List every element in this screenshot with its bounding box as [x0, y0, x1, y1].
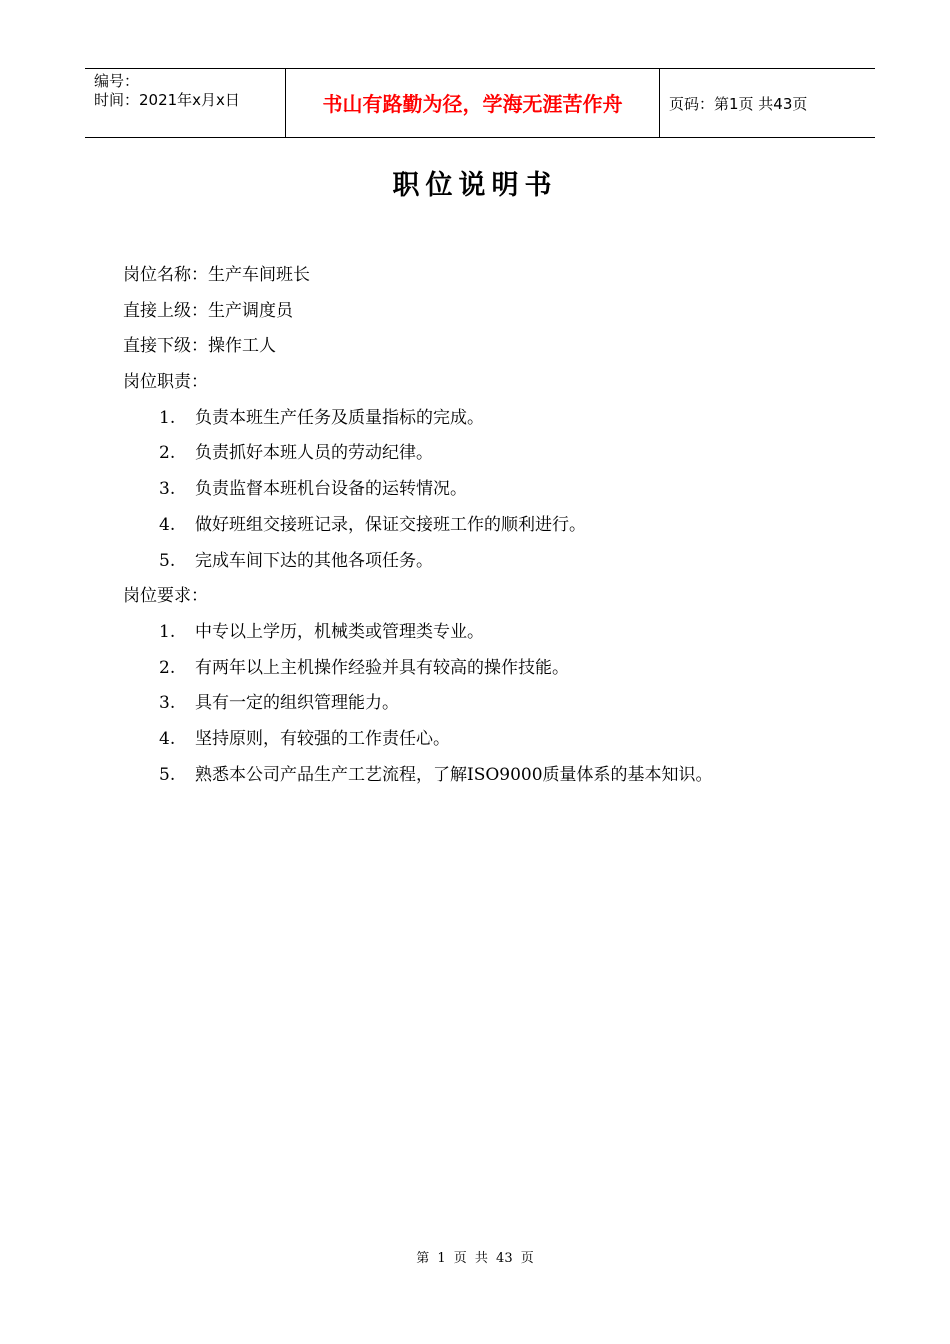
requirement-item-text: 坚持原则，有较强的工作责任心。 [195, 728, 450, 749]
header-motto: 书山有路勤为径，学海无涯苦作舟 [322, 92, 623, 116]
duty-item [123, 401, 883, 437]
document-title: 职位说明书 [392, 170, 558, 201]
duty-item-text: 完成车间下达的其他各项任务。 [195, 550, 433, 571]
duties-heading: 岗位职责： [123, 372, 208, 393]
duty-item [123, 436, 883, 472]
header-motto-cell [285, 69, 660, 137]
requirement-item [123, 651, 883, 687]
duty-item [123, 508, 883, 544]
requirement-item-number: 2. [159, 657, 176, 678]
duty-item [123, 472, 883, 508]
document-body [123, 258, 883, 793]
direct-subordinate-field: 直接下级：操作工人 [123, 336, 276, 357]
requirement-item-text: 中专以上学历，机械类或管理类专业。 [195, 621, 484, 642]
requirement-item-number: 5. [159, 764, 176, 785]
header-page-label: 页码：第1页 共43页 [669, 95, 808, 113]
requirement-item-number: 1. [159, 621, 176, 642]
requirement-item [123, 722, 883, 758]
requirement-item [123, 686, 883, 722]
header-page-cell [659, 69, 875, 137]
duty-item-text: 负责本班生产任务及质量指标的完成。 [195, 407, 484, 428]
duty-item [123, 544, 883, 580]
duty-item-text: 负责监督本班机台设备的运转情况。 [195, 479, 467, 500]
direct-superior-field: 直接上级：生产调度员 [123, 300, 293, 321]
duty-item-number: 3. [159, 479, 176, 500]
duty-item-number: 5. [159, 550, 176, 571]
requirement-item-text: 有两年以上主机操作经验并具有较高的操作技能。 [195, 657, 569, 678]
document-header [85, 68, 875, 138]
position-name-field: 岗位名称：生产车间班长 [123, 265, 310, 285]
requirement-item [123, 758, 883, 794]
requirements-heading: 岗位要求： [123, 586, 208, 607]
page-footer: 第 1 页 共 43 页 [416, 1251, 534, 1266]
requirement-item [123, 615, 883, 651]
duty-item-text: 做好班组交接班记录，保证交接班工作的顺利进行。 [195, 514, 586, 535]
duty-item-number: 1. [159, 407, 176, 428]
duty-item-number: 4. [159, 514, 176, 535]
document-time-label: 时间：2021年x月x日 [94, 91, 240, 109]
requirement-item-number: 4. [159, 728, 176, 749]
requirement-item-text: 具有一定的组织管理能力。 [195, 693, 399, 714]
duty-item-number: 2. [159, 443, 176, 464]
requirement-item-text: 熟悉本公司产品生产工艺流程，了解ISO9000质量体系的基本知识。 [195, 764, 713, 785]
requirement-item-number: 3. [159, 693, 176, 714]
duty-item-text: 负责抓好本班人员的劳动纪律。 [195, 443, 433, 464]
header-meta-cell [85, 69, 285, 137]
document-number-label: 编号： [94, 72, 140, 90]
